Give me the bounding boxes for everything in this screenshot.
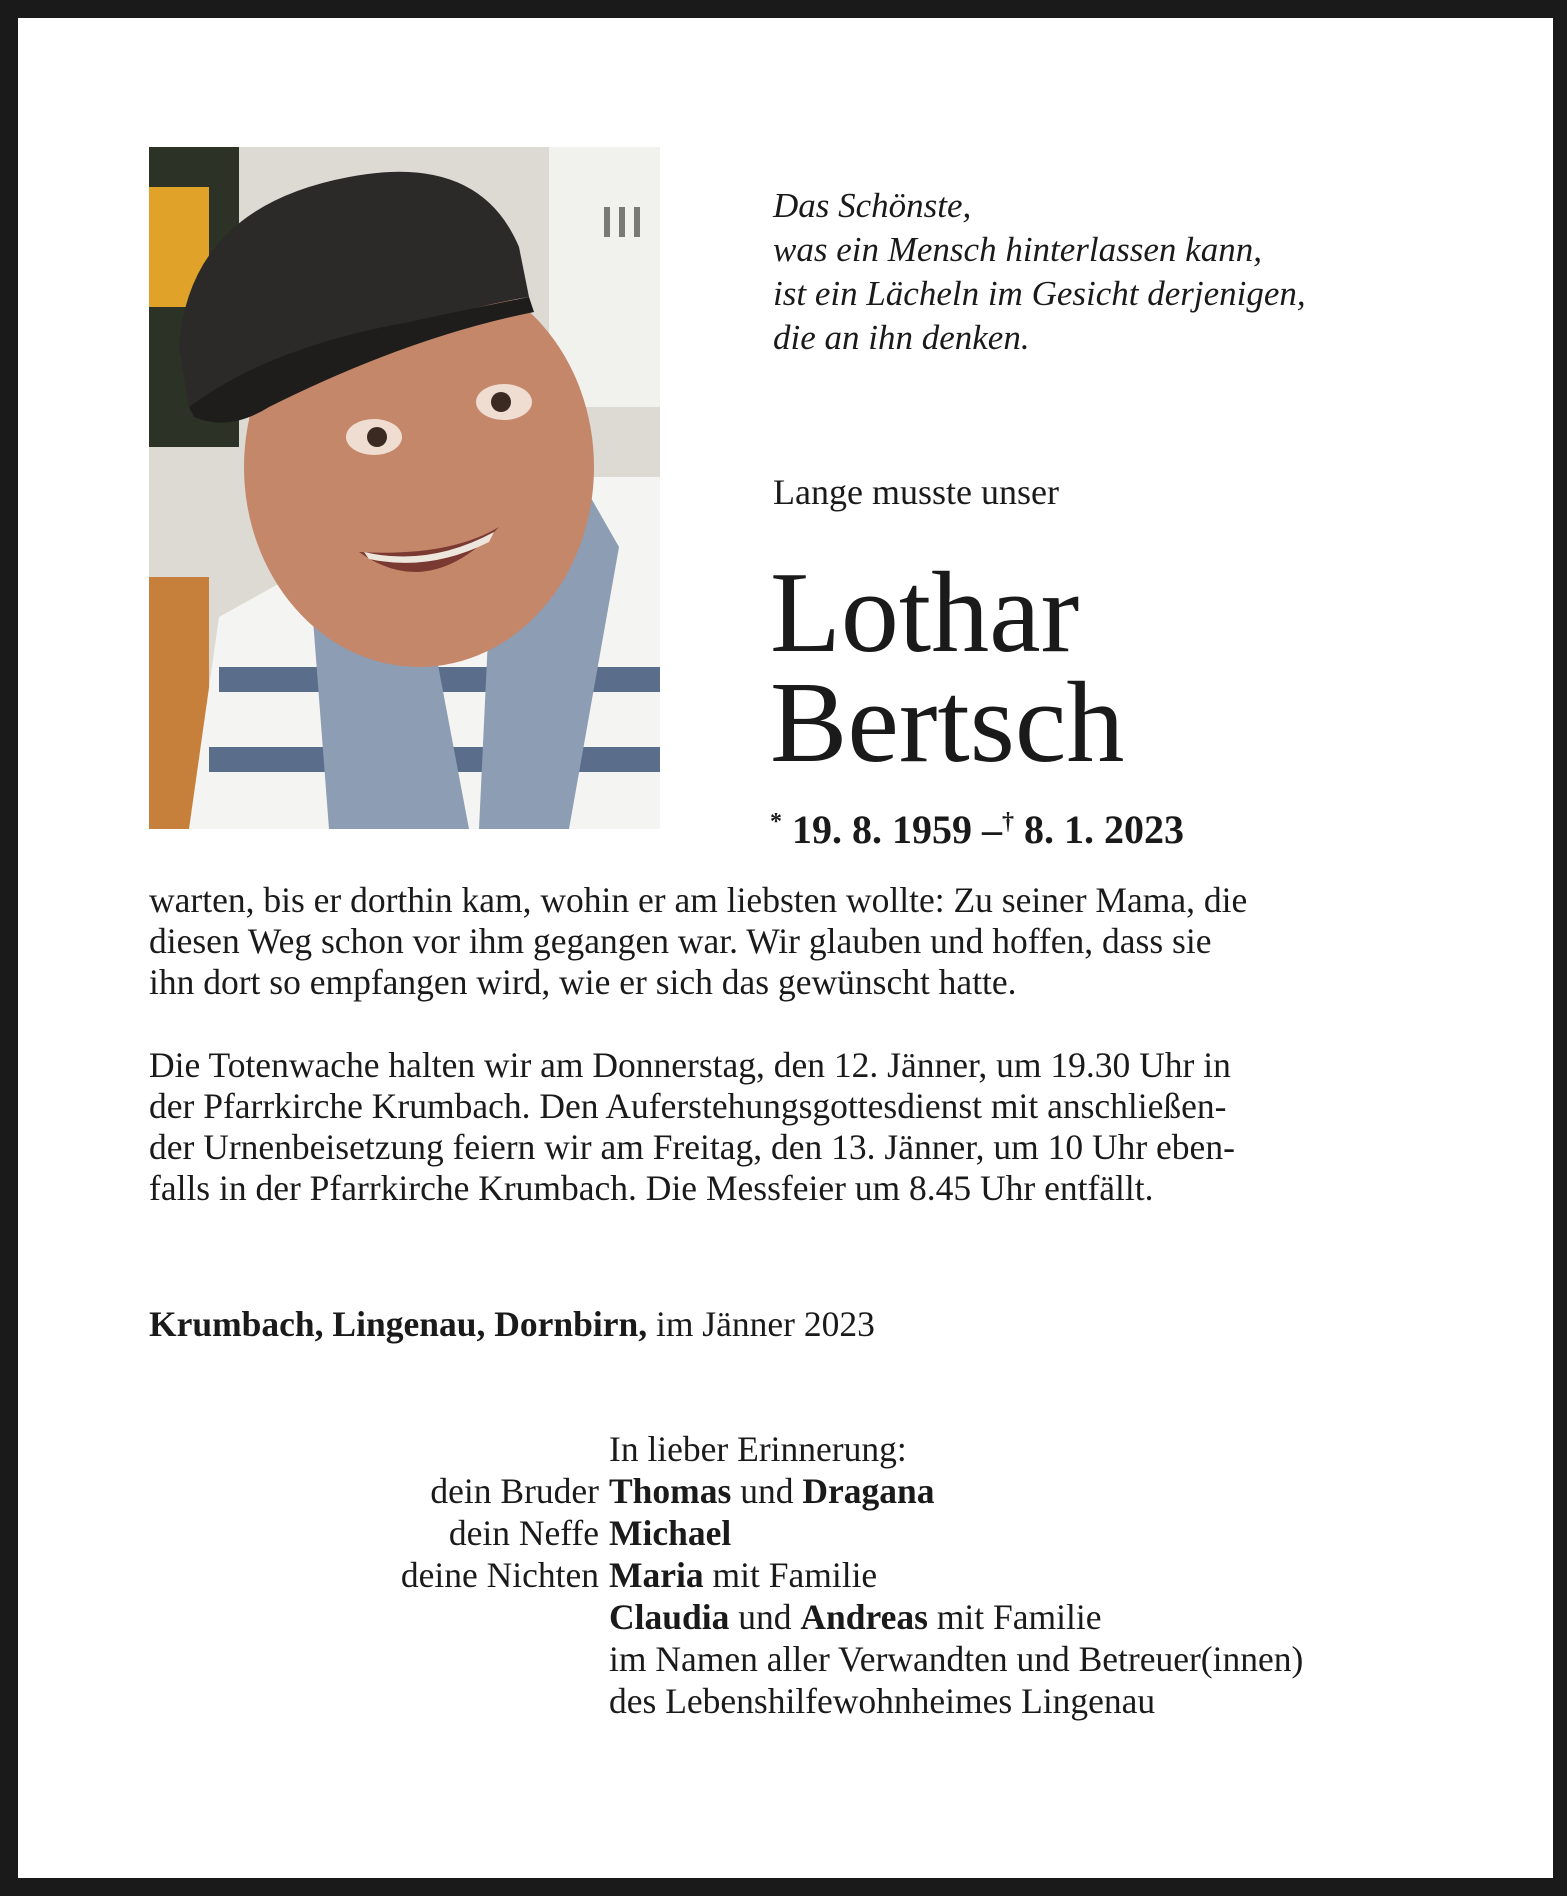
date: im Jänner 2023 (655, 1304, 875, 1344)
relation: dein Bruder (430, 1471, 599, 1511)
mourner-row (149, 1596, 1459, 1638)
mourner-name: Andreas (800, 1597, 928, 1637)
first-name: Lothar (770, 549, 1080, 677)
text-line: warten, bis er dorthin kam, wohin er am liebsten wollte: Zu seiner Mama, die (149, 880, 1248, 920)
conjunction: und (738, 1597, 792, 1637)
date-separator: – (982, 807, 1002, 852)
text-line: diesen Weg schon vor ihm gegangen war. Wir glauben und hoffen, dass sie (149, 921, 1212, 961)
obituary-text (149, 880, 1459, 1209)
quote-line: ist ein Lächeln im Gesicht derjenigen, (773, 274, 1306, 313)
mourner-name: Thomas (609, 1471, 732, 1511)
suffix: mit Familie (712, 1555, 878, 1595)
locations: Krumbach, Lingenau, Dornbirn, (149, 1304, 648, 1344)
mourner-row (149, 1554, 1459, 1596)
quote-line: Das Schönste, (773, 186, 972, 225)
text-line: falls in der Pfarrkirche Krumbach. Die Messfeier um 8.45 Uhr entfällt. (149, 1168, 1154, 1208)
mourner-name: Maria (609, 1555, 704, 1595)
text-line: der Pfarrkirche Krumbach. Den Auferstehungsgottesdienst mit anschließen- (149, 1086, 1227, 1126)
text-line: der Urnenbeisetzung feiern wir am Freitag, den 13. Jänner, um 10 Uhr eben- (149, 1127, 1235, 1167)
intro-text: Lange musste unser (773, 472, 1059, 512)
mourner-name: Claudia (609, 1597, 730, 1637)
birth-date: 19. 8. 1959 (792, 807, 972, 852)
deceased-name (770, 549, 1125, 787)
text-line: Die Totenwache halten wir am Donnerstag, den 12. Jänner, um 19.30 Uhr in (149, 1045, 1231, 1085)
death-date: 8. 1. 2023 (1024, 807, 1184, 852)
birth-symbol: * (770, 809, 782, 835)
death-symbol: † (1002, 809, 1014, 835)
life-dates (770, 798, 1184, 854)
relation: deine Nichten (400, 1555, 599, 1595)
place-and-date (149, 1302, 875, 1346)
mourner-name: Michael (609, 1513, 732, 1553)
mourner-row (149, 1470, 1459, 1512)
conjunction: und (740, 1471, 794, 1511)
mourner-name: Dragana (802, 1471, 935, 1511)
mourners-list (149, 1428, 1459, 1722)
quote-line: was ein Mensch hinterlassen kann, (773, 230, 1262, 269)
others-line: des Lebenshilfewohnheimes Lingenau (609, 1681, 1156, 1721)
text-line: ihn dort so empfangen wird, wie er sich das gewünscht hatte. (149, 962, 1017, 1002)
signoff-heading: In lieber Erinnerung: (609, 1429, 907, 1469)
suffix: mit Familie (936, 1597, 1102, 1637)
mourner-row (149, 1512, 1459, 1554)
relation: dein Neffe (448, 1513, 599, 1553)
last-name: Bertsch (770, 659, 1125, 787)
portrait-photo (149, 147, 660, 829)
quote-line: die an ihn denken. (773, 318, 1030, 357)
quote (773, 184, 1306, 360)
others-line: im Namen aller Verwandten und Betreuer(innen) (609, 1639, 1304, 1679)
